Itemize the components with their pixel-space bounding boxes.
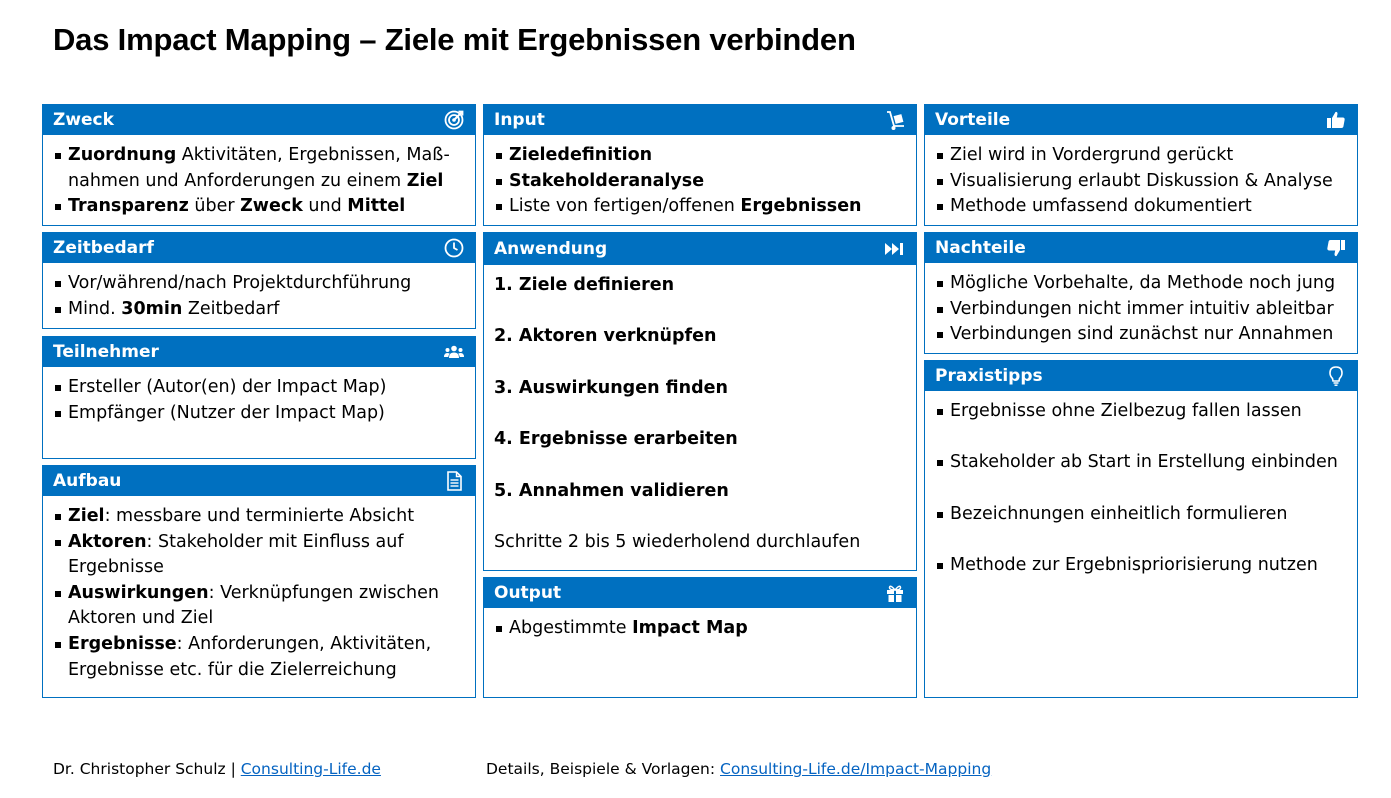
card-anwendung	[483, 232, 917, 571]
thumbs-up-icon	[1325, 109, 1347, 131]
document-icon	[443, 470, 465, 492]
card-zweck	[42, 104, 476, 226]
card-zeitbedarf-header	[43, 233, 475, 263]
list-item: Stakeholder ab Start in Erstellung einbinden	[936, 450, 1347, 476]
fast-forward-icon	[884, 238, 906, 260]
step-5: 5. Annahmen validieren	[494, 480, 729, 501]
list-item: Verbindungen sind zunächst nur Annahmen	[936, 322, 1347, 348]
list-item: Ergebnisse ohne Zielbezug fallen lassen	[936, 399, 1347, 425]
footer-author-link[interactable]: Consulting-Life.de	[240, 760, 381, 778]
footer-details-text: Details, Beispiele & Vorlagen:	[486, 760, 721, 778]
card-praxistipps-header	[925, 361, 1357, 391]
lightbulb-icon	[1325, 365, 1347, 387]
card-vorteile-title: Vorteile	[935, 110, 1011, 130]
step-3: 3. Auswirkungen finden	[494, 377, 728, 398]
card-zeitbedarf	[42, 232, 476, 329]
list-item: Zieledefinition	[495, 143, 906, 169]
step-2: 2. Aktoren verknüpfen	[494, 326, 717, 347]
list-item: Auswirkungen: Verknüpfungen zwischen Aktoren und Ziel	[54, 581, 465, 632]
list-item: Abgestimmte Impact Map	[495, 616, 906, 642]
footer-author	[53, 760, 381, 778]
target-icon	[443, 109, 465, 131]
page-title: Das Impact Mapping – Ziele mit Ergebnissen verbinden	[53, 22, 856, 57]
card-input-header	[484, 105, 916, 135]
list-item: Transparenz über Zweck und Mittel	[54, 194, 465, 220]
card-aufbau	[42, 465, 476, 698]
list-item: Ersteller (Autor(en) der Impact Map)	[54, 375, 465, 401]
list-item: Mind. 30min Zeitbedarf	[54, 297, 465, 323]
list-item: Verbindungen nicht immer intuitiv ableitbar	[936, 297, 1347, 323]
list-item: Stakeholderanalyse	[495, 169, 906, 195]
list-item: Methode zur Ergebnispriorisierung nutzen	[936, 553, 1347, 579]
list-item: Ziel wird in Vordergrund gerückt	[936, 143, 1347, 169]
card-aufbau-title: Aufbau	[53, 471, 122, 491]
card-output-title: Output	[494, 583, 562, 603]
card-aufbau-header	[43, 466, 475, 496]
list-item: Liste von fertigen/offenen Ergebnissen	[495, 194, 906, 220]
footer-author-text: Dr. Christopher Schulz |	[53, 760, 241, 778]
hand-truck-icon	[884, 109, 906, 131]
card-vorteile	[924, 104, 1358, 226]
card-zweck-title: Zweck	[53, 110, 114, 130]
list-item: Zuordnung Aktivitäten, Ergebnissen, Maß- nahmen und Anforderungen zu einem Ziel	[54, 143, 465, 194]
step-1: 1. Ziele definieren	[494, 275, 675, 295]
footer-details	[486, 760, 991, 778]
card-nachteile	[924, 232, 1358, 354]
gift-icon	[884, 582, 906, 604]
list-item: Aktoren: Stakeholder mit Einfluss auf Ergebnisse	[54, 530, 465, 581]
list-item: Visualisierung erlaubt Diskussion & Analyse	[936, 169, 1347, 195]
list-item: Empfänger (Nutzer der Impact Map)	[54, 401, 465, 427]
clock-icon	[443, 237, 465, 259]
list-item: Bezeichnungen einheitlich formulieren	[936, 502, 1347, 528]
card-output-header	[484, 578, 916, 608]
list-item: Vor/während/nach Projektdurchführung	[54, 271, 465, 297]
card-input-title: Input	[494, 110, 545, 130]
card-teilnehmer	[42, 336, 476, 459]
footer-details-link[interactable]: Consulting-Life.de/Impact-Mapping	[720, 760, 992, 778]
card-output	[483, 577, 917, 698]
card-zeitbedarf-title: Zeitbedarf	[53, 238, 154, 258]
card-zweck-header	[43, 105, 475, 135]
card-anwendung-title: Anwendung	[494, 239, 608, 259]
people-icon	[443, 341, 465, 363]
card-anwendung-header	[484, 233, 916, 265]
list-item: Ziel: messbare und terminierte Absicht	[54, 504, 465, 530]
list-item: Ergebnisse: Anforderungen, Aktivitäten, Ergebnisse etc. für die Zielerreichung	[54, 632, 465, 683]
card-teilnehmer-title: Teilnehmer	[53, 342, 159, 362]
step-4: 4. Ergebnisse erarbeiten	[494, 429, 738, 450]
card-nachteile-header	[925, 233, 1357, 263]
card-praxistipps	[924, 360, 1358, 698]
list-item: Mögliche Vorbehalte, da Methode noch jung	[936, 271, 1347, 297]
thumbs-down-icon	[1325, 237, 1347, 259]
list-item: Methode umfassend dokumentiert	[936, 194, 1347, 220]
card-nachteile-title: Nachteile	[935, 238, 1026, 258]
card-input	[483, 104, 917, 226]
anwendung-note: Schritte 2 bis 5 wiederholend durchlaufen	[494, 531, 861, 552]
card-teilnehmer-header	[43, 337, 475, 367]
card-praxistipps-title: Praxistipps	[935, 366, 1043, 386]
card-vorteile-header	[925, 105, 1357, 135]
